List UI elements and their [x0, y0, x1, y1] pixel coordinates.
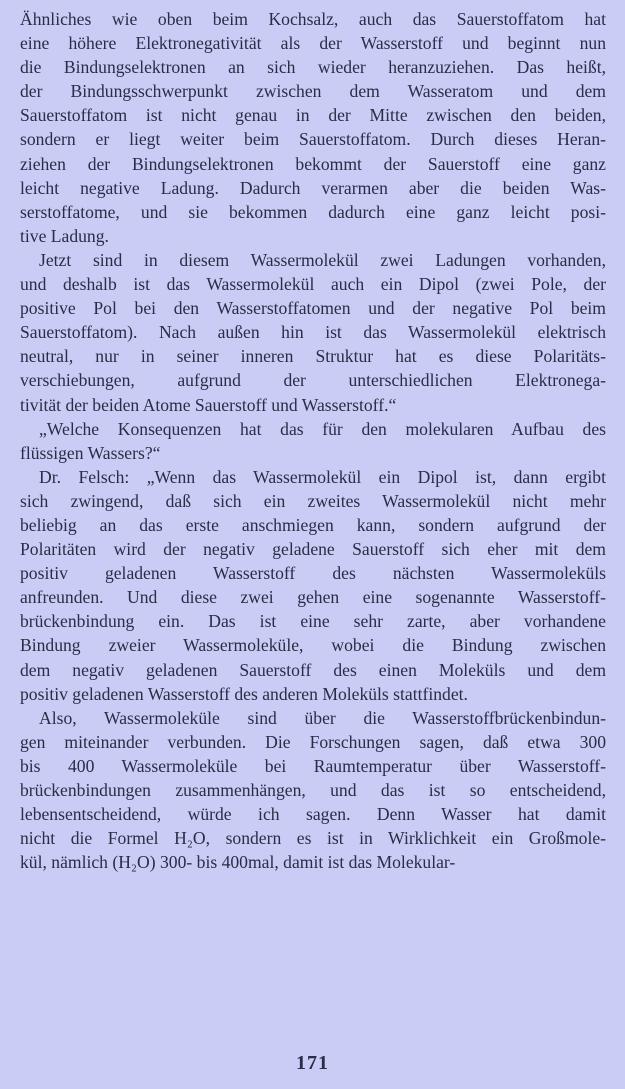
text-line: brückenbindung ein. Das ist eine sehr zarte, aber vorhandene: [20, 611, 606, 632]
text-line: dem negativ geladenen Sauerstoff des einen Moleküls und dem: [20, 659, 606, 680]
text-line: nicht die Formel H₂O, sondern es ist in Wirklichkeit ein Großmole-: [20, 828, 606, 849]
text-line: kül, nämlich (H₂O) 300- bis 400mal, damit ist das Molekular-: [20, 852, 456, 873]
text-line: lebensentscheidend, würde ich sagen. Denn Wasser hat damit: [20, 804, 606, 825]
text-line: anfreunden. Und diese zwei gehen eine sogenannte Wasserstoff-: [20, 587, 606, 608]
text-line: bis 400 Wassermoleküle bei Raumtemperatur über Wasserstoff-: [20, 755, 606, 776]
body-text: [20, 7, 606, 874]
paragraph: [20, 248, 606, 417]
text-line: positiv geladenen Wasserstoff des anderen Moleküls stattfindet.: [20, 683, 468, 704]
text-line: beliebig an das erste anschmiegen kann, sondern aufgrund der: [20, 514, 606, 535]
paragraph: [20, 465, 606, 706]
text-line: ziehen der Bindungselektronen bekommt der Sauerstoff eine ganz: [20, 153, 606, 174]
text-line: neutral, nur in seiner inneren Struktur hat es diese Polaritäts-: [20, 346, 606, 367]
text-line: gen miteinander verbunden. Die Forschungen sagen, daß etwa 300: [20, 731, 606, 752]
text-line: tivität der beiden Atome Sauerstoff und Wasserstoff.“: [20, 394, 397, 415]
text-line: Bindung zweier Wassermoleküle, wobei die Bindung zwischen: [20, 635, 606, 656]
paragraph: [20, 7, 606, 248]
text-line: Ähnliches wie oben beim Kochsalz, auch das Sauerstoffatom hat: [20, 9, 606, 29]
text-line: „Welche Konsequenzen hat das für den molekularen Aufbau des: [39, 418, 606, 439]
text-line: Sauerstoffatom). Nach außen hin ist das Wassermolekül elektrisch: [20, 322, 606, 343]
text-line: sondern er liegt weiter beim Sauerstoffatom. Durch dieses Heran-: [20, 129, 606, 150]
text-line: serstoffatome, und sie bekommen dadurch eine ganz leicht posi-: [20, 201, 606, 222]
text-line: und deshalb ist das Wassermolekül auch ein Dipol (zwei Pole, der: [20, 274, 606, 295]
paragraph: [20, 417, 606, 465]
text-line: leicht negative Ladung. Dadurch verarmen aber die beiden Was-: [20, 177, 606, 198]
text-line: positive Pol bei den Wasserstoffatomen und der negative Pol beim: [20, 298, 606, 319]
text-line: Polaritäten wird der negativ geladene Sauerstoff sich eher mit dem: [20, 539, 606, 560]
text-line: sich zwingend, daß sich ein zweites Wassermolekül nicht mehr: [20, 490, 606, 511]
paragraph: [20, 706, 606, 875]
text-line: brückenbindungen zusammenhängen, und das ist so entscheidend,: [20, 780, 606, 800]
text-line: der Bindungsschwerpunkt zwischen dem Wasseratom und dem: [20, 81, 606, 102]
text-line: die Bindungselektronen an sich wieder heranzuziehen. Das heißt,: [20, 57, 606, 78]
text-line: tive Ladung.: [20, 225, 109, 246]
text-line: positiv geladenen Wasserstoff des nächsten Wassermoleküls: [20, 563, 606, 584]
text-line: verschiebungen, aufgrund der unterschiedlichen Elektronega-: [20, 370, 606, 391]
page-number: 171: [296, 1052, 329, 1074]
text-line: eine höhere Elektronegativität als der Wasserstoff und beginnt nun: [20, 33, 606, 54]
text-line: Jetzt sind in diesem Wassermolekül zwei Ladungen vorhanden,: [39, 249, 606, 270]
text-line: Also, Wassermoleküle sind über die Wasserstoffbrückenbindun-: [39, 707, 606, 728]
text-line: Sauerstoffatom ist nicht genau in der Mitte zwischen den beiden,: [20, 105, 606, 126]
text-line: Dr. Felsch: „Wenn das Wassermolekül ein Dipol ist, dann ergibt: [39, 466, 606, 487]
text-line: flüssigen Wassers?“: [20, 442, 161, 463]
